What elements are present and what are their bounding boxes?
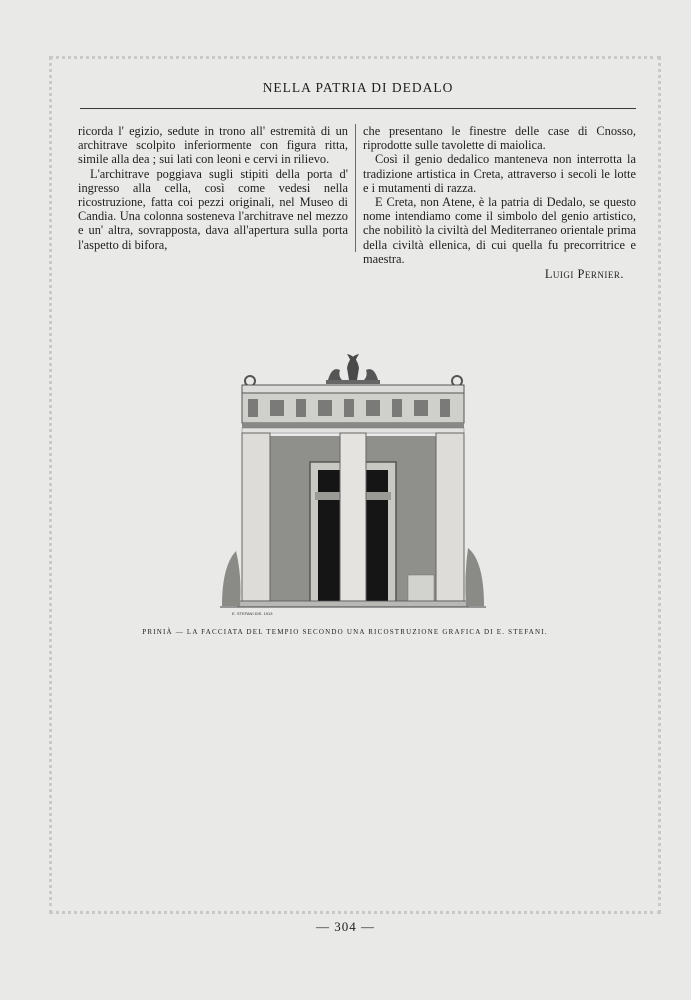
page-number: — 304 — (316, 919, 375, 934)
engraver-mark: E. STEFANI DIS. 1913 (232, 611, 273, 616)
paragraph: E Creta, non Atene, è la patria di Dedalo, se questo nome intendiamo come il simbolo del genio artistico, che nobilitò la civiltà del Mediterraneo orientale prima della civiltà ellenica, di cui quella fu precorritrice e maestra. (363, 195, 636, 266)
doorway-left (318, 470, 340, 602)
paragraph: che presentano le finestre delle case di Cnosso, riprodotte sulle tavolette di maiolica. (363, 124, 636, 153)
running-title: NELLA PATRIA DI DEDALO (262, 80, 454, 95)
sphinx-acroterion (326, 354, 380, 384)
left-column (78, 124, 348, 252)
doorway-right (366, 470, 388, 602)
left-pilaster (242, 433, 270, 601)
header-rule (80, 108, 636, 109)
central-column (340, 433, 366, 601)
paragraph: L'architrave poggiava sugli stipiti della porta d' ingresso alla cella, così come vedesi nella ricostruzione, fatta coi pezzi originali, nel Museo di Candia. Una colonna sosteneva l'architrave nel mezzo e un' altra, sovrapposta, dava all'apertura sulla porta l'aspetto di bifora, (78, 166, 348, 252)
temple-facade-illustration (218, 344, 488, 619)
vegetation-right (465, 548, 484, 606)
vegetation-left (222, 551, 241, 606)
right-column (363, 124, 636, 281)
paragraph: ricorda l' egizio, sedute in trono all' estremità di un architrave scolpito inferiormente con figura ritta, simile alla dea ; sui lati con leoni e cervi in rilievo. (78, 124, 348, 167)
paragraph: Così il genio dedalico manteneva non interrotta la tradizione artistica in Creta, attraverso i secoli le lotte e i mutamenti di razza. (363, 152, 636, 195)
right-pilaster (436, 433, 464, 601)
figure-caption: PRINIÀ — LA FACCIATA DEL TEMPIO SECONDO UNA RICOSTRUZIONE GRAFICA DI E. STEFANI. (142, 628, 548, 636)
author-signature: Luigi Pernier. (544, 267, 624, 282)
column-divider (355, 124, 356, 252)
